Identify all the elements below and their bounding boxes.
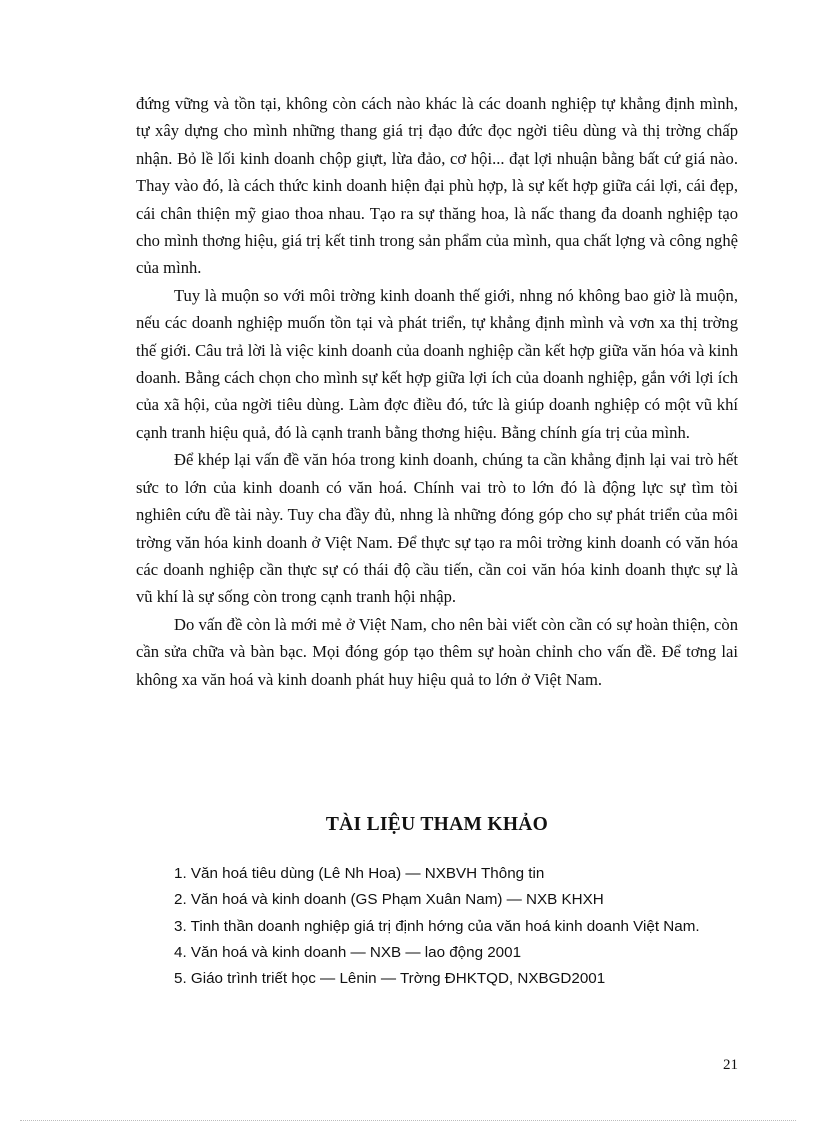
reference-item: 2. Văn hoá và kinh doanh (GS Phạm Xuân Nam) — NXB KHXH: [174, 891, 604, 909]
references-list: [136, 861, 738, 992]
references-heading: TÀI LIỆU THAM KHẢO: [325, 814, 549, 835]
paragraph: Do vấn đề còn là mới mẻ ở Việt Nam, cho nên bài viết còn cần có sự hoàn thiện, còn cần sửa chữa và bàn bạc. Mọi đóng góp tạo thêm sự hoàn chỉnh cho vấn đề. Để tơng lai không xa văn hoá và kinh doanh phát huy hiệu quả to lớn ở Việt Nam.: [136, 614, 738, 689]
paragraph: Tuy là muộn so với môi trờng kinh doanh thế giới, nhng nó không bao giờ là muộn, nếu các doanh nghiệp muốn tồn tại và phát triển, tự khẳng định mình và vơn xa thị trờng thế giới. Câu trả lời là việc kinh doanh của doanh nghiệp cần kết hợp giữa văn hóa và kinh doanh. Bằng cách chọn cho mình sự kết hợp giữa lợi ích của doanh nghiệp, gắn với lợi ích của xã hội, của ngời tiêu dùng. Làm đợc điều đó, tức là giúp doanh nghiệp có một vũ khí cạnh tranh hiệu quả, đó là cạnh tranh bằng thơng hiệu. Bằng chính gía trị của mình.: [136, 285, 738, 442]
paragraph: đứng vững và tồn tại, không còn cách nào khác là các doanh nghiệp tự khẳng định mình, tự xây dựng cho mình những thang giá trị đạo đức đọc ngời tiêu dùng và thị trờng chấp nhận. Bỏ lề lối kinh doanh chộp giựt, lừa đảo, cơ hội... đạt lợi nhuận bằng bất cứ giá nào. Thay vào đó, là cách thức kinh doanh hiện đại phù hợp, là sự kết hợp giữa cái lợi, cái đẹp, cái chân thiện mỹ giao thoa nhau. Tạo ra sự thăng hoa, là nấc thang đa doanh nghiệp tạo cho mình thơng hiệu, giá trị kết tinh trong sản phẩm của mình, qua chất lợng và công nghệ của mình.: [136, 94, 738, 278]
reference-item: 1. Văn hoá tiêu dùng (Lê Nh Hoa) — NXBVH Thông tin: [174, 865, 545, 882]
paragraph: Để khép lại vấn đề văn hóa trong kinh doanh, chúng ta cần khẳng định lại vai trò hết sức to lớn của kinh doanh có văn hoá. Chính vai trò to lớn đó là động lực sự tìm tòi nghiên cứu đề tài này. Tuy cha đầy đủ, nhng là những đóng góp cho sự phát triển của môi trờng văn hóa kinh doanh ở Việt Nam. Để thực sự tạo ra môi trờng kinh doanh có văn hóa các doanh nghiệp cần thực sự có thái độ cầu tiến, cần coi văn hóa kinh doanh thực sự là vũ khí là sự sống còn trong cạnh tranh hội nhập.: [136, 450, 738, 607]
body-text: [136, 90, 738, 693]
reference-item: 3. Tinh thần doanh nghiệp giá trị định hớng của văn hoá kinh doanh Việt Nam.: [174, 917, 700, 935]
reference-item: 5. Giáo trình triết học — Lênin — Trờng ĐHKTQD, NXBGD2001: [174, 970, 606, 988]
reference-item: 4. Văn hoá và kinh doanh — NXB — lao động 2001: [174, 943, 522, 961]
page-bottom-divider: [20, 1120, 796, 1121]
page-number: 21: [723, 1057, 738, 1073]
